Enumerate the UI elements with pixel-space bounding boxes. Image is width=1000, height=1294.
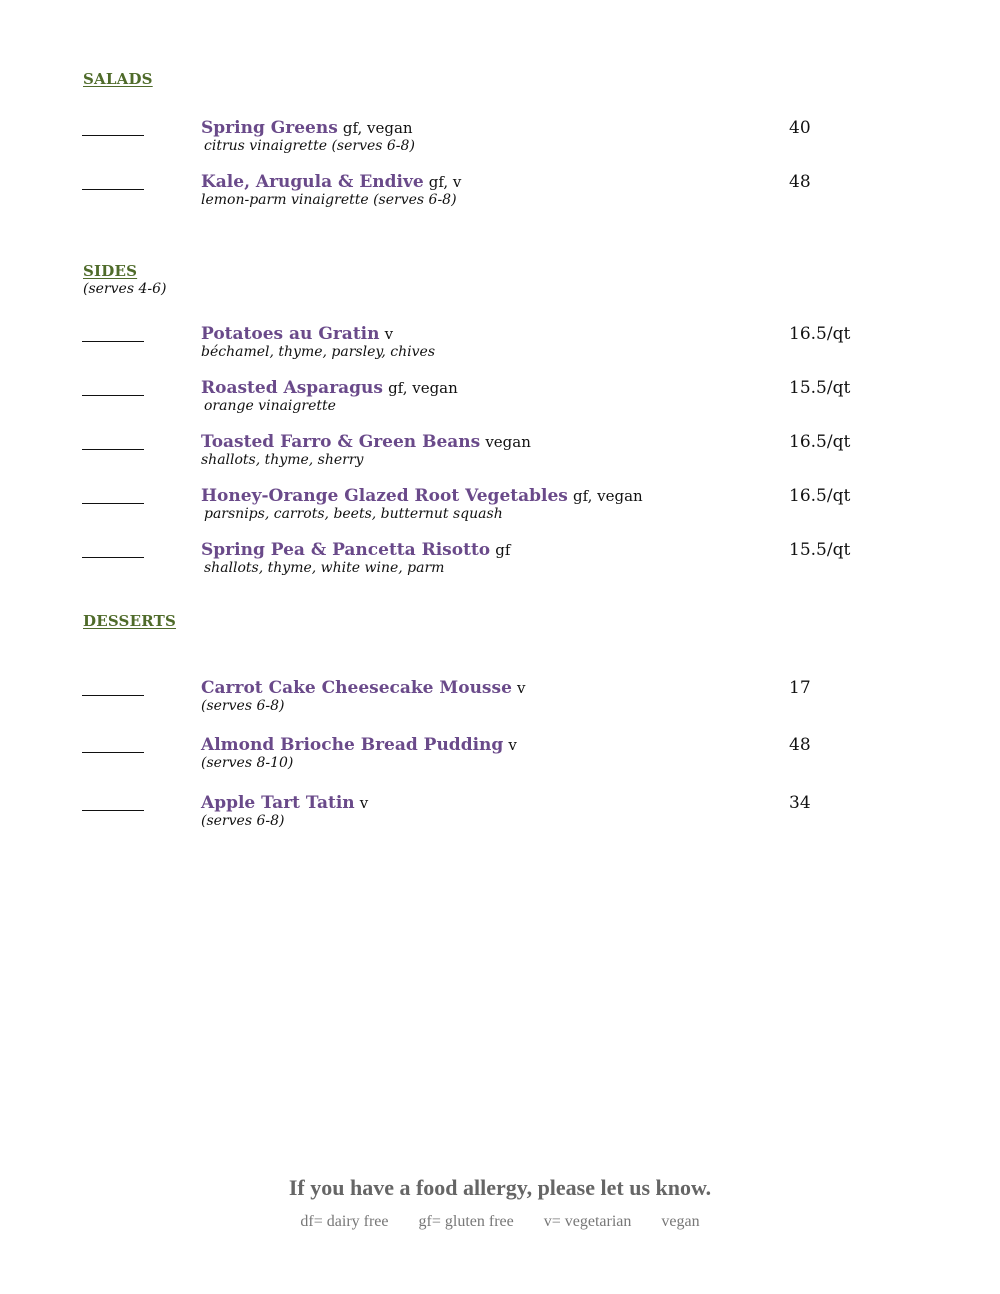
quantity-blank[interactable] <box>82 324 144 346</box>
menu-item <box>0 172 1000 222</box>
allergy-note: If you have a food allergy, please let us know. <box>288 1175 712 1200</box>
menu-item <box>0 432 1000 482</box>
item-description: (serves 8-10) <box>201 755 294 771</box>
item-title-line <box>201 678 525 698</box>
quantity-blank[interactable] <box>82 540 144 562</box>
item-description: lemon-parm vinaigrette (serves 6-8) <box>201 192 457 208</box>
item-tags: gf <box>495 541 511 559</box>
item-title-line <box>201 378 458 398</box>
quantity-blank[interactable] <box>82 118 144 140</box>
legend-item: v= vegetarian <box>543 1213 632 1230</box>
item-description: shallots, thyme, white wine, parm <box>204 560 445 576</box>
item-description: shallots, thyme, sherry <box>201 452 364 468</box>
item-name: Spring Pea & Pancetta Risotto <box>201 540 491 560</box>
legend-item: df= dairy free <box>300 1213 389 1230</box>
item-title-line <box>201 486 643 506</box>
desserts-heading: DESSERTS <box>83 612 177 630</box>
menu-item <box>0 793 1000 843</box>
quantity-blank[interactable] <box>82 735 144 757</box>
item-description: orange vinaigrette <box>204 398 336 414</box>
item-tags: gf, vegan <box>388 379 458 397</box>
item-price: 16.5/qt <box>789 324 851 344</box>
item-tags: gf, v <box>428 173 462 191</box>
quantity-blank[interactable] <box>82 486 144 508</box>
menu-item <box>0 118 1000 168</box>
quantity-blank[interactable] <box>82 678 144 700</box>
menu-item <box>0 540 1000 590</box>
item-price: 15.5/qt <box>789 540 851 560</box>
item-title-line <box>201 324 393 344</box>
item-tags: v <box>359 794 369 812</box>
item-description: citrus vinaigrette (serves 6-8) <box>204 138 415 154</box>
item-tags: vegan <box>485 433 531 451</box>
menu-item <box>0 486 1000 536</box>
salads-heading: SALADS <box>83 70 153 88</box>
menu-item <box>0 324 1000 374</box>
item-price: 17 <box>789 678 811 698</box>
item-title-line <box>201 118 413 138</box>
item-name: Potatoes au Gratin <box>201 324 380 344</box>
item-name: Kale, Arugula & Endive <box>201 172 424 192</box>
item-description: (serves 6-8) <box>201 698 285 714</box>
item-name: Carrot Cake Cheesecake Mousse <box>201 678 512 698</box>
item-price: 16.5/qt <box>789 486 851 506</box>
item-name: Roasted Asparagus <box>201 378 383 398</box>
item-tags: gf, vegan <box>342 119 413 137</box>
legend-item: vegan <box>661 1213 700 1230</box>
item-name: Almond Brioche Bread Pudding <box>201 735 504 755</box>
item-price: 48 <box>789 172 811 192</box>
sides-serving-note: (serves 4-6) <box>83 281 167 297</box>
item-tags: v <box>516 679 526 697</box>
item-price: 40 <box>789 118 811 138</box>
menu-item <box>0 735 1000 785</box>
quantity-blank[interactable] <box>82 432 144 454</box>
item-tags: gf, vegan <box>572 487 643 505</box>
item-price: 16.5/qt <box>789 432 851 452</box>
item-description: (serves 6-8) <box>201 813 285 829</box>
item-title-line <box>201 735 517 755</box>
item-tags: v <box>384 325 394 343</box>
legend-item: gf= gluten free <box>418 1213 514 1230</box>
item-name: Apple Tart Tatin <box>201 793 355 813</box>
quantity-blank[interactable] <box>82 378 144 400</box>
item-price: 48 <box>789 735 811 755</box>
dietary-legend <box>0 1213 1000 1231</box>
item-title-line <box>201 793 368 813</box>
sides-heading: SIDES <box>83 262 138 280</box>
item-name: Honey-Orange Glazed Root Vegetables <box>201 486 568 506</box>
item-title-line <box>201 432 531 452</box>
item-name: Spring Greens <box>201 118 338 138</box>
item-name: Toasted Farro & Green Beans <box>201 432 481 452</box>
quantity-blank[interactable] <box>82 793 144 815</box>
item-description: parsnips, carrots, beets, butternut squash <box>204 506 503 522</box>
menu-item <box>0 378 1000 428</box>
quantity-blank[interactable] <box>82 172 144 194</box>
menu-item <box>0 678 1000 728</box>
item-price: 15.5/qt <box>789 378 851 398</box>
item-tags: v <box>508 736 517 754</box>
item-title-line <box>201 540 510 560</box>
item-description: béchamel, thyme, parsley, chives <box>201 344 436 360</box>
item-price: 34 <box>789 793 811 813</box>
item-title-line <box>201 172 461 192</box>
